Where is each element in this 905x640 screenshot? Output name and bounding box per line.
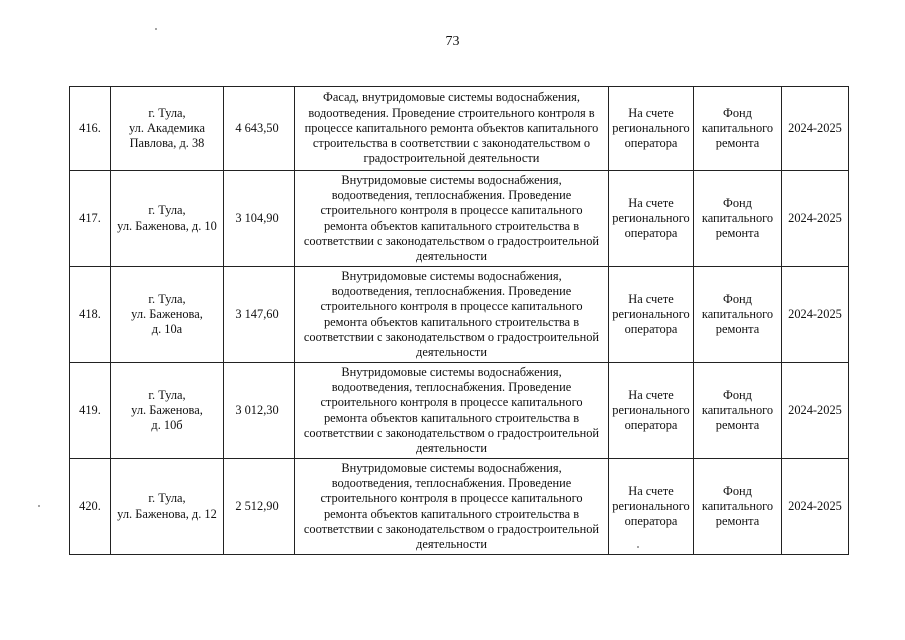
works-line: ремонта объектов капитального строительства в	[323, 218, 580, 233]
account-line: оператора	[624, 418, 678, 433]
address-cell	[111, 87, 224, 171]
fund-line: капитального	[701, 120, 774, 135]
works-line: соответствии с законодательством о градостроительной	[303, 425, 600, 440]
table-row	[70, 363, 849, 459]
fund-line: Фонд	[723, 195, 752, 210]
address-line: г. Тула,	[148, 105, 186, 120]
works-line: ремонта объектов капитального строительства в	[323, 506, 580, 521]
works-line: Внутридомовые системы водоснабжения,	[341, 172, 562, 187]
address-cell	[111, 171, 224, 267]
works-line: Внутридомовые системы водоснабжения,	[341, 460, 562, 475]
account-line: регионального	[612, 402, 690, 417]
works-line: деятельности	[416, 344, 487, 359]
address-cell	[111, 267, 224, 363]
period-cell: 2024-2025	[782, 87, 849, 171]
account-line: регионального	[612, 306, 690, 321]
works-line: водоотведения, теплоснабжения. Проведение	[331, 188, 572, 203]
account-cell	[609, 363, 694, 459]
account-cell	[609, 171, 694, 267]
fund-line: ремонта	[715, 322, 760, 337]
account-line: оператора	[624, 322, 678, 337]
works-line: строительного контроля в процессе капитального	[320, 395, 583, 410]
account-line: На счете	[628, 291, 674, 306]
table-body	[70, 87, 849, 555]
address-line: ул. Академика	[129, 120, 205, 135]
works-cell	[295, 87, 609, 171]
account-cell	[609, 267, 694, 363]
address-line: г. Тула,	[148, 491, 186, 506]
period-cell: 2024-2025	[782, 459, 849, 555]
period-cell: 2024-2025	[782, 363, 849, 459]
address-line: г. Тула,	[148, 203, 186, 218]
account-cell	[609, 459, 694, 555]
works-cell	[295, 363, 609, 459]
account-line: оператора	[624, 514, 678, 529]
row-number-cell: 419.	[70, 363, 111, 459]
works-line: водоотведения, теплоснабжения. Проведение	[331, 476, 572, 491]
fund-cell	[694, 87, 782, 171]
works-line: водоотведения, теплоснабжения. Проведение	[331, 284, 572, 299]
page-number: 73	[445, 34, 460, 49]
scan-speck	[38, 505, 40, 507]
table-row	[70, 267, 849, 363]
works-line: ремонта объектов капитального строительства в	[323, 410, 580, 425]
table-row	[70, 171, 849, 267]
works-line: строительного контроля в процессе капитального	[320, 299, 583, 314]
works-line: водоотведения. Проведение строительного контроля в	[308, 105, 595, 120]
works-line: соответствии с законодательством о градостроительной	[303, 521, 600, 536]
capital-repair-table	[69, 86, 849, 555]
fund-line: капитального	[701, 210, 774, 225]
fund-line: капитального	[701, 306, 774, 321]
works-line: деятельности	[416, 536, 487, 551]
works-line: ремонта объектов капитального строительства в	[323, 314, 580, 329]
works-line: строительного контроля в процессе капитального	[320, 491, 583, 506]
account-cell	[609, 87, 694, 171]
fund-line: Фонд	[723, 105, 752, 120]
row-number-cell: 416.	[70, 87, 111, 171]
account-line: оператора	[624, 226, 678, 241]
fund-line: Фонд	[723, 387, 752, 402]
account-line: На счете	[628, 105, 674, 120]
works-cell	[295, 267, 609, 363]
account-line: регионального	[612, 210, 690, 225]
table-row	[70, 87, 849, 171]
fund-line: ремонта	[715, 226, 760, 241]
account-line: На счете	[628, 195, 674, 210]
fund-line: Фонд	[723, 291, 752, 306]
address-line: Павлова, д. 38	[129, 136, 205, 151]
account-line: На счете	[628, 483, 674, 498]
area-cell: 2 512,90	[224, 459, 295, 555]
works-line: строительства в соответствии с законодательством о	[312, 136, 591, 151]
period-cell: 2024-2025	[782, 267, 849, 363]
address-line: ул. Баженова,	[131, 402, 203, 417]
account-line: регионального	[612, 498, 690, 513]
fund-line: капитального	[701, 498, 774, 513]
works-line: соответствии с законодательством о градостроительной	[303, 329, 600, 344]
works-cell	[295, 171, 609, 267]
works-line: соответствии с законодательством о градостроительной	[303, 233, 600, 248]
row-number-cell: 418.	[70, 267, 111, 363]
address-line: г. Тула,	[148, 387, 186, 402]
fund-cell	[694, 267, 782, 363]
works-line: деятельности	[416, 440, 487, 455]
works-line: водоотведения, теплоснабжения. Проведение	[331, 380, 572, 395]
address-line: ул. Баженова,	[131, 306, 203, 321]
fund-line: ремонта	[715, 514, 760, 529]
area-cell: 4 643,50	[224, 87, 295, 171]
area-cell: 3 147,60	[224, 267, 295, 363]
works-line: процессе капитального ремонта объектов капитального	[304, 120, 599, 135]
address-line: д. 10б	[151, 418, 183, 433]
works-line: строительного контроля в процессе капитального	[320, 203, 583, 218]
works-line: Внутридомовые системы водоснабжения,	[341, 268, 562, 283]
address-line: ул. Баженова, д. 12	[117, 506, 217, 521]
fund-cell	[694, 171, 782, 267]
works-line: Внутридомовые системы водоснабжения,	[341, 364, 562, 379]
area-cell: 3 012,30	[224, 363, 295, 459]
works-line: градостроительной деятельности	[363, 151, 540, 166]
address-line: ул. Баженова, д. 10	[117, 218, 217, 233]
address-line: г. Тула,	[148, 291, 186, 306]
fund-line: Фонд	[723, 483, 752, 498]
works-cell	[295, 459, 609, 555]
address-line: д. 10а	[151, 322, 183, 337]
fund-line: капитального	[701, 402, 774, 417]
row-number-cell: 420.	[70, 459, 111, 555]
scan-speck	[637, 546, 639, 548]
period-cell: 2024-2025	[782, 171, 849, 267]
fund-cell	[694, 363, 782, 459]
fund-cell	[694, 459, 782, 555]
fund-line: ремонта	[715, 136, 760, 151]
works-line: Фасад, внутридомовые системы водоснабжения,	[323, 90, 580, 105]
address-cell	[111, 363, 224, 459]
works-line: деятельности	[416, 248, 487, 263]
table-row	[70, 459, 849, 555]
row-number-cell: 417.	[70, 171, 111, 267]
fund-line: ремонта	[715, 418, 760, 433]
address-cell	[111, 459, 224, 555]
account-line: На счете	[628, 387, 674, 402]
account-line: оператора	[624, 136, 678, 151]
scan-speck	[155, 28, 157, 30]
area-cell: 3 104,90	[224, 171, 295, 267]
account-line: регионального	[612, 120, 690, 135]
